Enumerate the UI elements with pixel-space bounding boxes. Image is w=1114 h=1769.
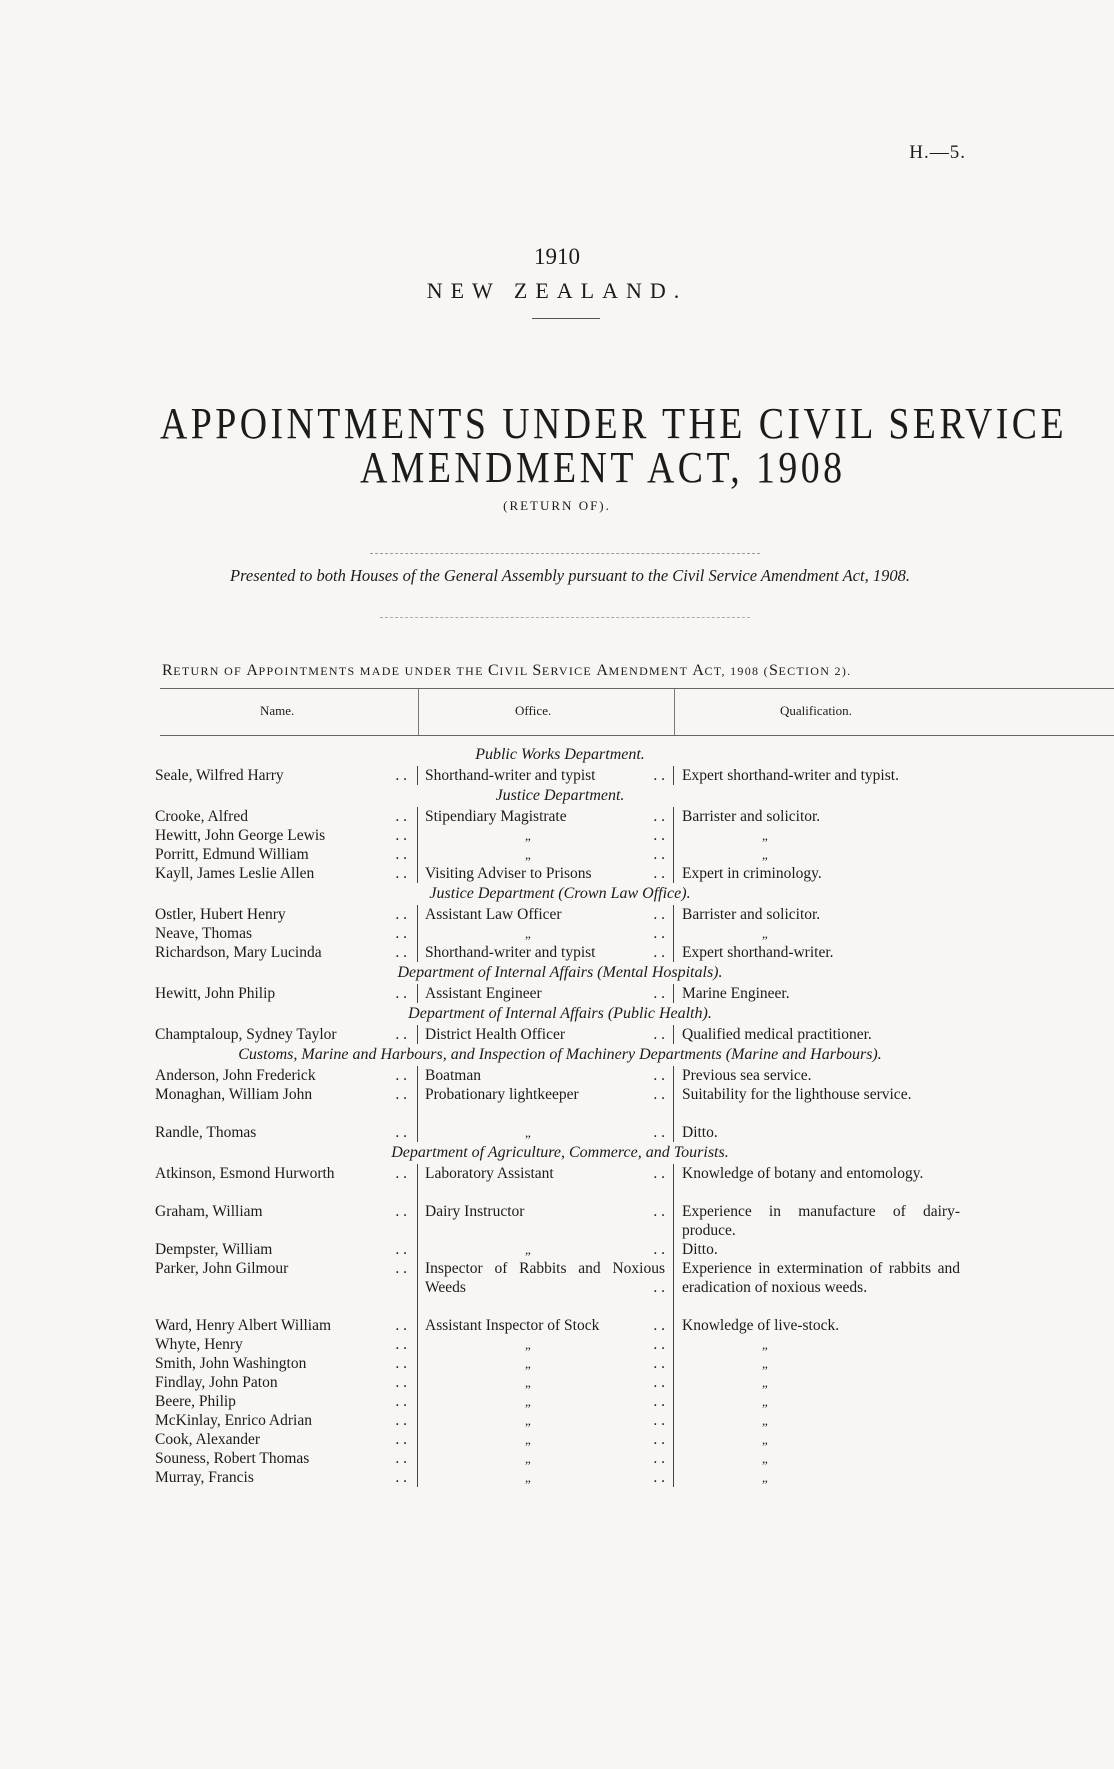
name-cell: Hewitt, John Philip . .: [155, 985, 407, 1002]
table-row: [155, 1025, 965, 1044]
name-cell: Graham, William . .: [155, 1203, 407, 1220]
qualification-cell: „: [762, 1356, 768, 1371]
table-row: [155, 1373, 965, 1392]
title-line-1: APPOINTMENTS UNDER THE CIVIL SERVICE: [160, 399, 1068, 448]
divider: [532, 318, 600, 319]
page-reference: H.—5.: [909, 142, 966, 163]
qualification-cell: Expert shorthand-writer and typist.: [682, 767, 899, 784]
qualification-cell: Expert in criminology.: [682, 865, 822, 882]
office-cell: Probationary lightkeeper . .: [425, 1086, 665, 1103]
table-row: [155, 1449, 965, 1468]
table-row: [155, 1085, 965, 1123]
name-cell: Randle, Thomas . .: [155, 1124, 407, 1141]
office-cell: „ . .: [525, 827, 665, 844]
qualification-cell: „: [762, 926, 768, 941]
office-cell: Shorthand-writer and typist . .: [425, 767, 665, 784]
office-cell: Inspector of Rabbits and Noxious Weeds . .: [425, 1260, 665, 1296]
qualification-cell: Qualified medical practitioner.: [682, 1026, 872, 1043]
name-cell: Cook, Alexander . .: [155, 1431, 407, 1448]
name-cell: Champtaloup, Sydney Taylor . .: [155, 1026, 407, 1043]
qualification-cell: Knowledge of live-stock.: [682, 1317, 840, 1334]
name-cell: McKinlay, Enrico Adrian . .: [155, 1412, 407, 1429]
name-cell: Findlay, John Paton . .: [155, 1374, 407, 1391]
table-heading: RETURN OF APPOINTMENTS MADE UNDER THE CIVIL SERVICE AMENDMENT ACT, 1908 (SECTION 2).: [162, 662, 852, 679]
office-cell: Laboratory Assistant . .: [425, 1165, 665, 1182]
department-title: Justice Department.: [495, 787, 625, 804]
office-cell: „ . .: [525, 1393, 665, 1410]
table-row: [155, 1066, 965, 1085]
qualification-cell: Barrister and solicitor.: [682, 906, 821, 923]
name-cell: Atkinson, Esmond Hurworth . .: [155, 1165, 407, 1182]
office-cell: „ . .: [525, 846, 665, 863]
department-title: Department of Internal Affairs (Mental Hospitals).: [397, 964, 723, 981]
qualification-cell: „: [762, 1394, 768, 1409]
divider: [370, 553, 760, 554]
office-cell: „ . .: [525, 1469, 665, 1486]
table-row: [155, 1335, 965, 1354]
name-cell: Beere, Philip . .: [155, 1393, 407, 1410]
table-row: [155, 826, 965, 845]
qualification-cell: „: [762, 1375, 768, 1390]
office-cell: Assistant Engineer . .: [425, 985, 665, 1002]
office-cell: Assistant Law Officer . .: [425, 906, 665, 923]
qualification-cell: Barrister and solicitor.: [682, 808, 821, 825]
name-cell: Seale, Wilfred Harry . .: [155, 767, 407, 784]
qualification-cell: Expert shorthand-writer.: [682, 944, 834, 961]
qualification-cell: Marine Engineer.: [682, 985, 790, 1002]
qualification-cell: Suitability for the lighthouse service.: [682, 1086, 912, 1103]
country: NEW ZEALAND.: [426, 278, 688, 303]
table-row: [155, 766, 965, 785]
table-row: [155, 1354, 965, 1373]
qualification-cell: Knowledge of botany and entomology.: [682, 1165, 924, 1182]
table-row: [155, 905, 965, 924]
office-cell: Dairy Instructor . .: [425, 1203, 665, 1220]
column-header-name: Name.: [260, 703, 295, 718]
table-row: [155, 1202, 965, 1240]
office-cell: „ . .: [525, 1336, 665, 1353]
qualification-cell: „: [762, 828, 768, 843]
table-row: [155, 1468, 965, 1487]
qualification-cell: „: [762, 847, 768, 862]
office-cell: Boatman . .: [425, 1067, 665, 1084]
table-row: [155, 924, 965, 943]
office-cell: „ . .: [525, 1412, 665, 1429]
table-row: [155, 845, 965, 864]
name-cell: Ostler, Hubert Henry . .: [155, 906, 407, 923]
qualification-cell: Ditto.: [682, 1241, 718, 1258]
department-title: Department of Internal Affairs (Public Health).: [408, 1005, 712, 1022]
qualification-cell: „: [762, 1432, 768, 1447]
name-cell: Anderson, John Frederick . .: [155, 1067, 407, 1084]
column-header-office: Office.: [515, 703, 552, 718]
name-cell: Ward, Henry Albert William . .: [155, 1317, 407, 1334]
column-header-qualification: Qualification.: [780, 703, 852, 718]
name-cell: Hewitt, John George Lewis . .: [155, 827, 407, 844]
table-row: [155, 1164, 965, 1202]
name-cell: Porritt, Edmund William . .: [155, 846, 407, 863]
table-row: [155, 1316, 965, 1335]
qualification-cell: „: [762, 1337, 768, 1352]
name-cell: Monaghan, William John . .: [155, 1086, 407, 1103]
column-headers: [160, 688, 1114, 736]
qualification-cell: „: [762, 1451, 768, 1466]
office-cell: „ . .: [525, 1431, 665, 1448]
table-row: [155, 1411, 965, 1430]
office-cell: „ . .: [525, 1124, 665, 1141]
office-cell: „ . .: [525, 1241, 665, 1258]
qualification-cell: Ditto.: [682, 1124, 718, 1141]
name-cell: Dempster, William . .: [155, 1241, 407, 1258]
appointments-table: [155, 744, 965, 1487]
qualification-cell: Experience in manufacture of dairy-produce.: [682, 1203, 960, 1239]
qualification-cell: „: [762, 1470, 768, 1485]
table-row: [155, 943, 965, 962]
department-title: Department of Agriculture, Commerce, and Tourists.: [391, 1144, 729, 1161]
office-cell: „ . .: [525, 1355, 665, 1372]
year: 1910: [534, 244, 580, 269]
qualification-cell: „: [762, 1413, 768, 1428]
presented-note: Presented to both Houses of the General Assembly pursuant to the Civil Service Amendment Act, 1908.: [230, 566, 910, 585]
department-title: Justice Department (Crown Law Office).: [429, 885, 691, 902]
department-title: Customs, Marine and Harbours, and Inspection of Machinery Departments (Marine and Harbours).: [238, 1046, 882, 1063]
subtitle: (RETURN OF).: [503, 498, 611, 513]
office-cell: „ . .: [525, 925, 665, 942]
name-cell: Neave, Thomas . .: [155, 925, 407, 942]
divider: [380, 617, 750, 618]
qualification-cell: Previous sea service.: [682, 1067, 812, 1084]
name-cell: Murray, Francis . .: [155, 1469, 407, 1486]
table-row: [155, 1240, 965, 1259]
office-cell: „ . .: [525, 1450, 665, 1467]
table-row: [155, 1259, 965, 1316]
qualification-cell: Experience in extermination of rabbits and eradication of noxious weeds.: [682, 1260, 960, 1296]
office-cell: Stipendiary Magistrate . .: [425, 808, 665, 825]
office-cell: District Health Officer . .: [425, 1026, 665, 1043]
office-cell: „ . .: [525, 1374, 665, 1391]
table-row: [155, 807, 965, 826]
name-cell: Richardson, Mary Lucinda . .: [155, 944, 407, 961]
department-title: Public Works Department.: [475, 746, 645, 763]
table-row: [155, 864, 965, 883]
name-cell: Whyte, Henry . .: [155, 1336, 407, 1353]
name-cell: Kayll, James Leslie Allen . .: [155, 865, 407, 882]
name-cell: Parker, John Gilmour . .: [155, 1260, 407, 1277]
name-cell: Souness, Robert Thomas . .: [155, 1450, 407, 1467]
name-cell: Smith, John Washington . .: [155, 1355, 407, 1372]
table-row: [155, 984, 965, 1003]
table-row: [155, 1392, 965, 1411]
table-row: [155, 1430, 965, 1449]
office-cell: Assistant Inspector of Stock . .: [425, 1317, 665, 1334]
name-cell: Crooke, Alfred . .: [155, 808, 407, 825]
table-row: [155, 1123, 965, 1142]
office-cell: Shorthand-writer and typist . .: [425, 944, 665, 961]
title-line-2: AMENDMENT ACT, 1908: [360, 443, 846, 492]
office-cell: Visiting Adviser to Prisons . .: [425, 865, 665, 882]
